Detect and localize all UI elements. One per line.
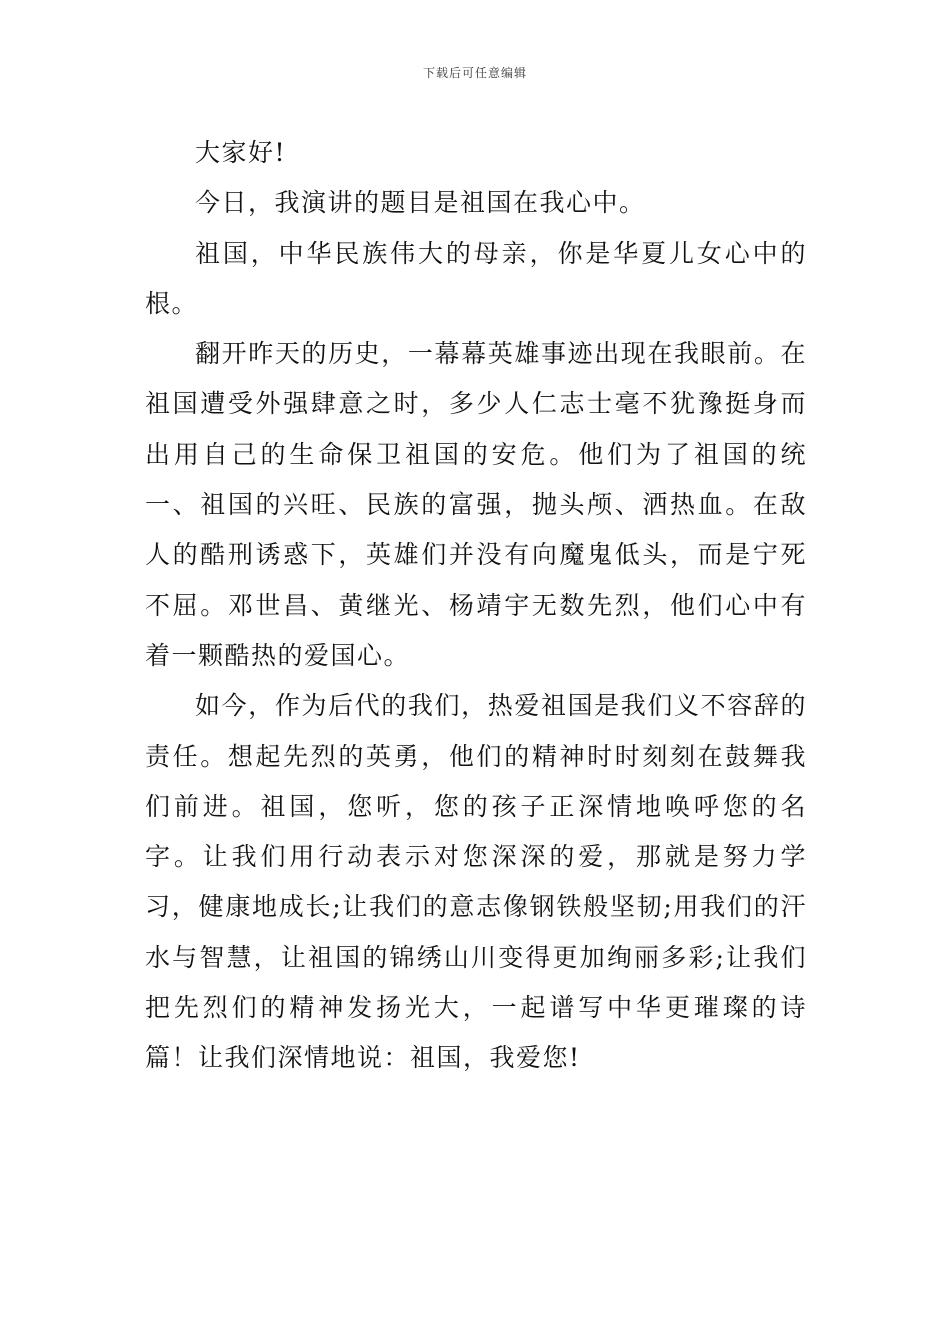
paragraph-topic: 今日，我演讲的题目是祖国在我心中。 xyxy=(195,188,646,218)
paragraph-motherland: 祖国，中华民族伟大的母亲，你是华夏儿女心中的根。 xyxy=(145,238,807,318)
speech-body xyxy=(145,128,807,1084)
paragraph-greeting: 大家好! xyxy=(195,138,287,167)
page-header-note: 下载后可任意编辑 xyxy=(422,66,527,80)
paragraph-present: 如今，作为后代的我们，热爱祖国是我们义不容辞的责任。想起先烈的英勇，他们的精神时时刻刻在鼓舞我们前进。祖国，您听，您的孩子正深情地唤呼您的名字。让我们用行动表示对您深深的爱，那就是努力学习，健康地成长;让我们的意志像钢铁般坚韧;用我们的汗水与智慧，让祖国的锦绣山川变得更加绚丽多彩;让我们把先烈们的精神发扬光大，一起谱写中华更璀璨的诗篇！让我们深情地说：祖国，我爱您! xyxy=(145,691,807,1073)
paragraph-history: 翻开昨天的历史，一幕幕英雄事迹出现在我眼前。在祖国遭受外强肆意之时，多少人仁志士毫不犹豫挺身而出用自己的生命保卫祖国的安危。他们为了祖国的统一、祖国的兴旺、民族的富强，抛头颅、洒热血。在敌人的酷刑诱惑下，英雄们并没有向魔鬼低头，而是宁死不屈。邓世昌、黄继光、杨靖宇无数先烈，他们心中有着一颗酷热的爱国心。 xyxy=(145,339,807,670)
